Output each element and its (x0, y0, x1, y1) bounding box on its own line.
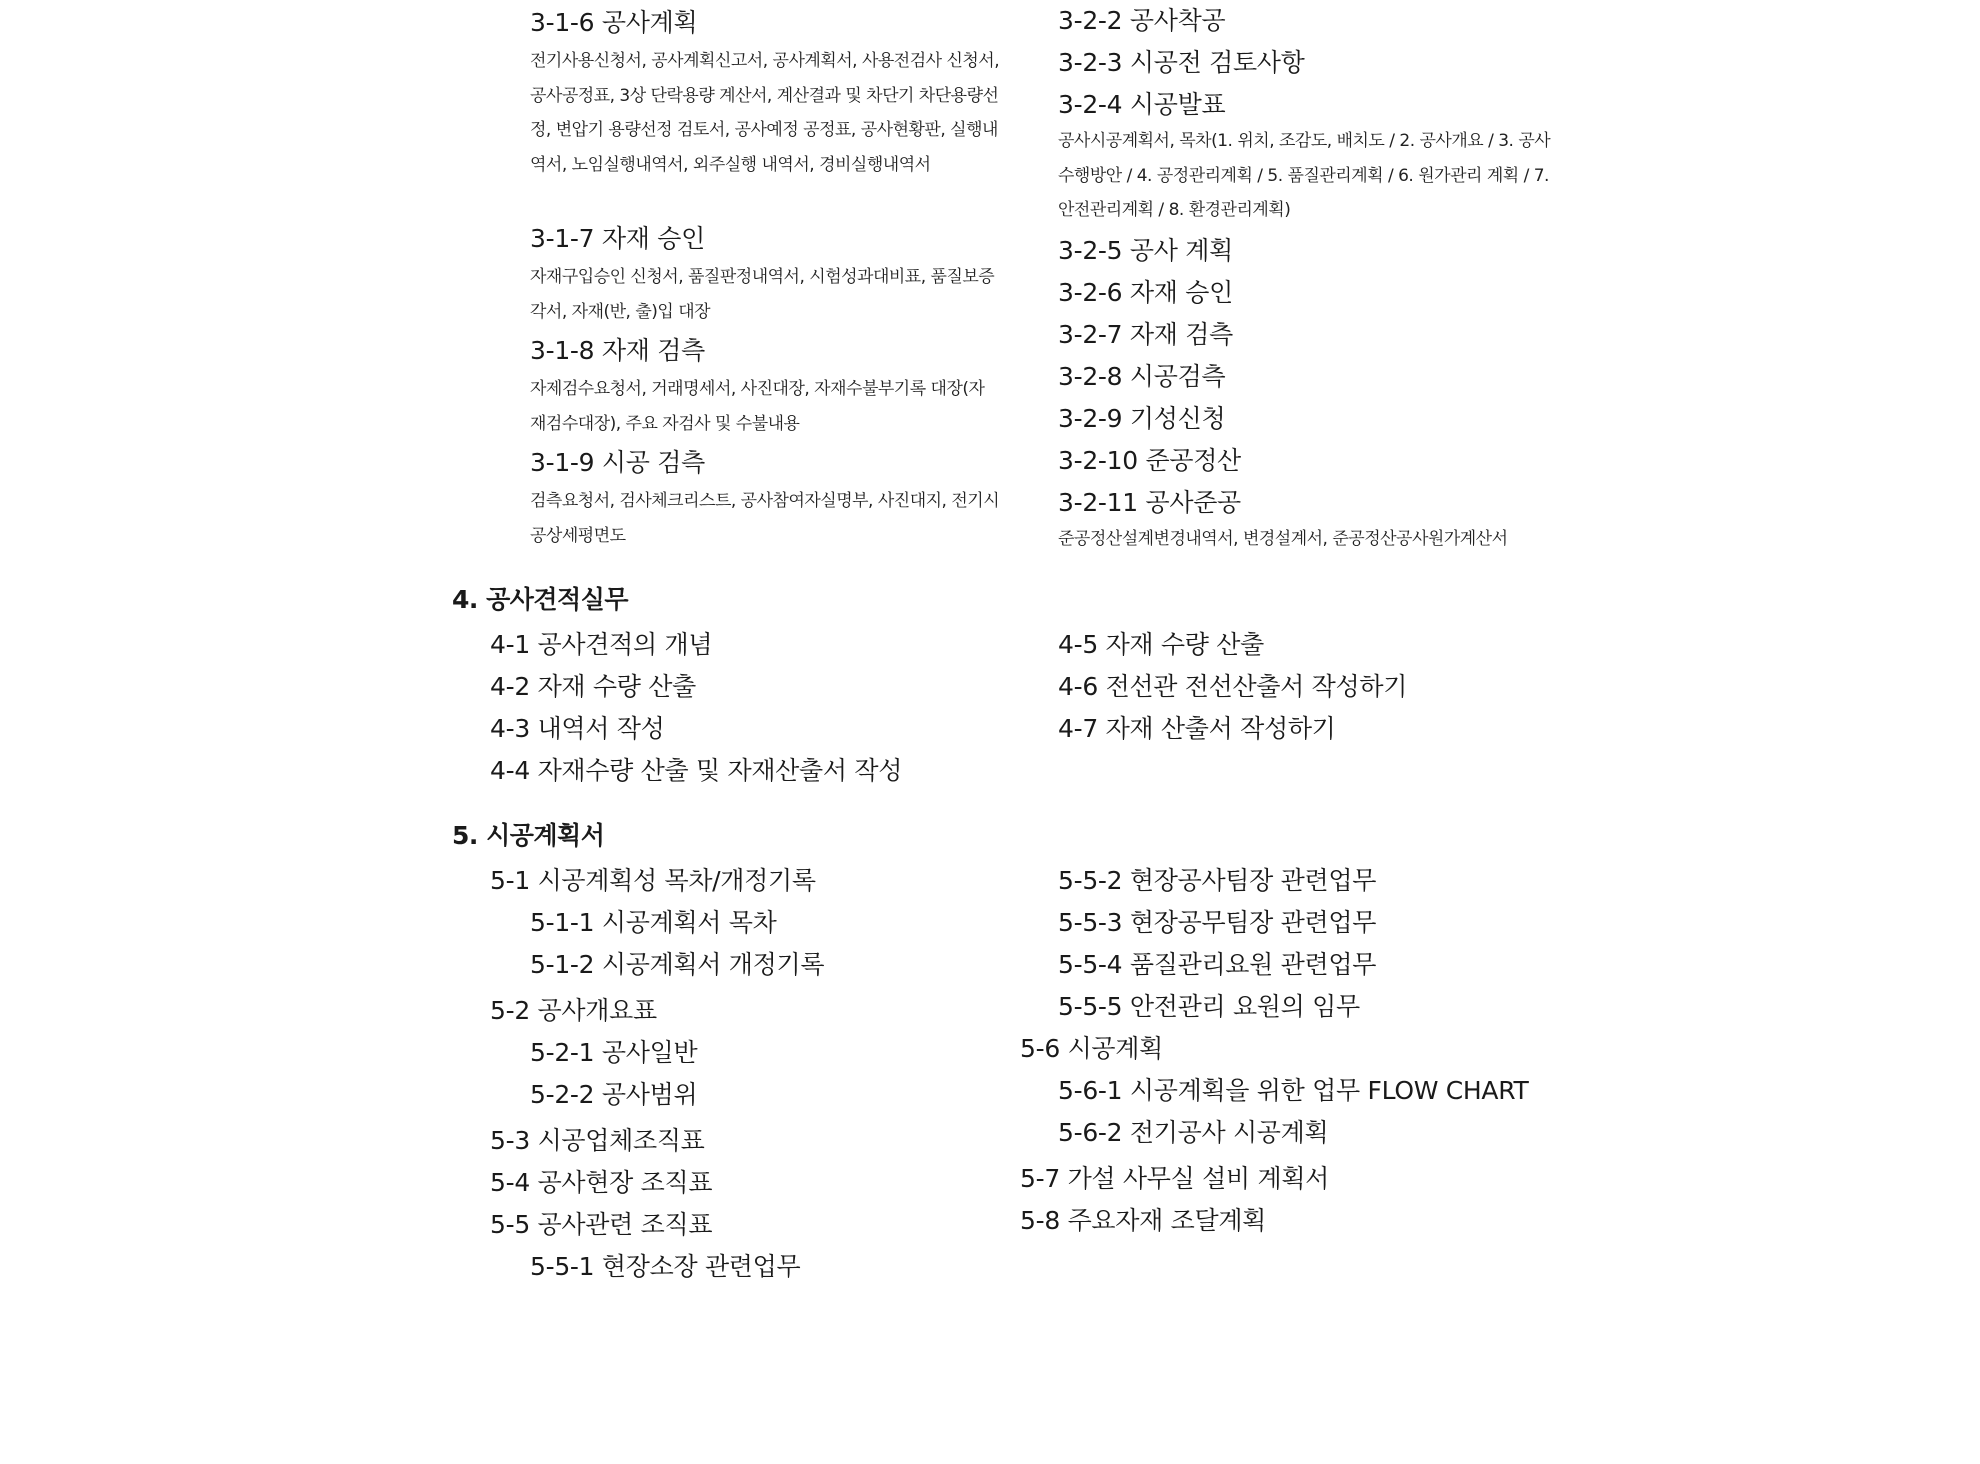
toc-item-5-1: 5-1 시공계획성 목차/개정기록 (490, 866, 816, 895)
toc-item-5-1-1: 5-1-1 시공계획서 목차 (530, 908, 777, 937)
toc-item-3-2-2: 3-2-2 공사착공 (1058, 6, 1226, 35)
toc-item-5-5-2: 5-5-2 현장공사팀장 관련업무 (1058, 866, 1377, 895)
toc-item-5-5: 5-5 공사관련 조직표 (490, 1210, 713, 1239)
toc-item-5-2-1: 5-2-1 공사일반 (530, 1038, 698, 1067)
toc-item-3-2-10: 3-2-10 준공정산 (1058, 446, 1241, 475)
toc-item-5-6-2: 5-6-2 전기공사 시공계획 (1058, 1118, 1329, 1147)
toc-desc-3-1-9: 검측요청서, 검사체크리스트, 공사참여자실명부, 사진대지, 전기시공상세평면도 (530, 491, 1000, 546)
toc-item-3-2-9: 3-2-9 기성신청 (1058, 404, 1226, 433)
toc-item-5-8: 5-8 주요자재 조달계획 (1020, 1206, 1267, 1235)
toc-item-5-5-4: 5-5-4 품질관리요원 관련업무 (1058, 950, 1377, 979)
toc-item-3-1-8: 3-1-8 자재 검측 (530, 336, 705, 365)
toc-item-3-1-6: 3-1-6 공사계획 (530, 8, 698, 37)
toc-item-5-1-2: 5-1-2 시공계획서 개정기록 (530, 950, 825, 979)
toc-desc-3-1-7: 자재구입승인 신청서, 품질판정내역서, 시험성과대비표, 품질보증각서, 자재(반, 출)입 대장 (530, 267, 995, 322)
section-title-5: 5. 시공계획서 (452, 821, 605, 850)
toc-item-4-3: 4-3 내역서 작성 (490, 714, 665, 743)
toc-desc-3-1-8: 자제검수요청서, 거래명세서, 사진대장, 자재수불부기록 대장(자재검수대장), 주요 자검사 및 수불내용 (530, 379, 985, 434)
toc-item-5-3: 5-3 시공업체조직표 (490, 1126, 705, 1155)
toc-item-3-2-6: 3-2-6 자재 승인 (1058, 278, 1233, 307)
toc-item-5-4: 5-4 공사현장 조직표 (490, 1168, 713, 1197)
toc-item-5-5-3: 5-5-3 현장공무팀장 관련업무 (1058, 908, 1377, 937)
toc-item-5-5-1: 5-5-1 현장소장 관련업무 (530, 1252, 801, 1281)
toc-item-5-6-1: 5-6-1 시공계획을 위한 업무 FLOW CHART (1058, 1076, 1529, 1105)
toc-item-5-6: 5-6 시공계획 (1020, 1034, 1163, 1063)
toc-item-4-7: 4-7 자재 산출서 작성하기 (1058, 714, 1336, 743)
toc-item-3-1-7: 3-1-7 자재 승인 (530, 224, 705, 253)
toc-item-3-2-4: 3-2-4 시공발표 (1058, 90, 1226, 119)
toc-desc-3-2-11: 준공정산설계변경내역서, 변경설계서, 준공정산공사원가계산서 (1058, 529, 1508, 549)
toc-item-4-2: 4-2 자재 수량 산출 (490, 672, 696, 701)
toc-item-3-2-3: 3-2-3 시공전 검토사항 (1058, 48, 1305, 77)
toc-item-3-2-11: 3-2-11 공사준공 (1058, 488, 1241, 517)
toc-item-5-7: 5-7 가설 사무실 설비 계획서 (1020, 1164, 1330, 1193)
section-title-4: 4. 공사견적실무 (452, 585, 628, 614)
toc-item-5-5-5: 5-5-5 안전관리 요원의 임무 (1058, 992, 1360, 1021)
toc-desc-3-2-4: 공사시공계획서, 목차(1. 위치, 조감도, 배치도 / 2. 공사개요 / 3. 공사수행방안 / 4. 공정관리계획 / 5. 품질관리계획 / 6. 원가관리 계획 / 7. 안전관리계획 / 8. 환경관리계획) (1058, 131, 1551, 220)
toc-item-4-1: 4-1 공사견적의 개념 (490, 630, 713, 659)
toc-item-5-2-2: 5-2-2 공사범위 (530, 1080, 698, 1109)
toc-item-3-1-9: 3-1-9 시공 검측 (530, 448, 705, 477)
toc-item-4-6: 4-6 전선관 전선산출서 작성하기 (1058, 672, 1408, 701)
toc-item-4-5: 4-5 자재 수량 산출 (1058, 630, 1264, 659)
toc-item-3-2-8: 3-2-8 시공검측 (1058, 362, 1226, 391)
toc-desc-3-1-6: 전기사용신청서, 공사계획신고서, 공사계획서, 사용전검사 신청서, 공사공정표, 3상 단락용량 계산서, 계산결과 및 차단기 차단용량선정, 변압기 용량선정 검토서, 공사예정 공정표, 공사현황판, 실행내역서, 노임실행내역서, 외주실행 내역서, 경비실행내역서 (530, 51, 1000, 175)
toc-item-3-2-7: 3-2-7 자재 검측 (1058, 320, 1233, 349)
toc-item-4-4: 4-4 자재수량 산출 및 자재산출서 작성 (490, 756, 903, 785)
toc-item-3-2-5: 3-2-5 공사 계획 (1058, 236, 1233, 265)
toc-item-5-2: 5-2 공사개요표 (490, 996, 657, 1025)
